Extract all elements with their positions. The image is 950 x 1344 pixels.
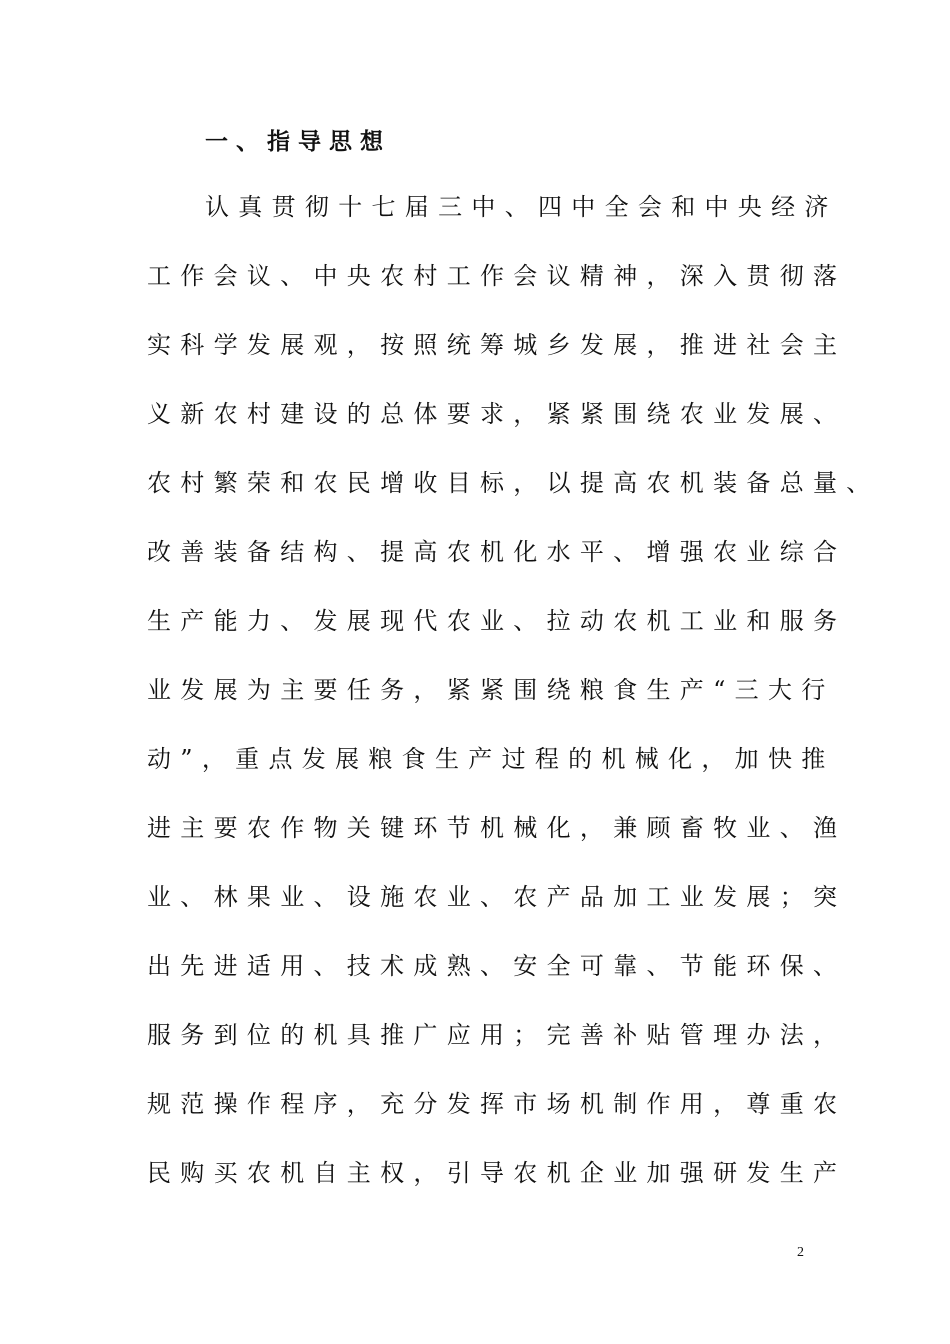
paragraph-line: 动”，重点发展粮食生产过程的机械化，加快推 — [147, 745, 835, 773]
paragraph-line: 进主要农作物关键环节机械化，兼顾畜牧业、渔 — [147, 814, 847, 842]
paragraph-line: 认真贯彻十七届三中、四中全会和中央经济 — [205, 193, 838, 221]
paragraph-line: 出先进适用、技术成熟、安全可靠、节能环保、 — [147, 952, 847, 980]
paragraph-line: 工作会议、中央农村工作会议精神，深入贯彻落 — [147, 262, 847, 290]
paragraph-line: 农村繁荣和农民增收目标，以提高农机装备总量、 — [147, 469, 880, 497]
page-number: 2 — [797, 1245, 804, 1260]
section-heading: 一、指导思想 — [205, 129, 391, 155]
paragraph-line: 服务到位的机具推广应用；完善补贴管理办法， — [147, 1021, 847, 1049]
paragraph-line: 业、林果业、设施农业、农产品加工业发展；突 — [147, 883, 847, 911]
paragraph-line: 民购买农机自主权，引导农机企业加强研发生产 — [147, 1159, 847, 1187]
paragraph-line: 业发展为主要任务，紧紧围绕粮食生产“三大行 — [147, 676, 835, 704]
paragraph-line: 生产能力、发展现代农业、拉动农机工业和服务 — [147, 607, 847, 635]
paragraph-line: 义新农村建设的总体要求，紧紧围绕农业发展、 — [147, 400, 847, 428]
paragraph-line: 改善装备结构、提高农机化水平、增强农业综合 — [147, 538, 847, 566]
paragraph-line: 规范操作程序，充分发挥市场机制作用，尊重农 — [147, 1090, 847, 1118]
paragraph-line: 实科学发展观，按照统筹城乡发展，推进社会主 — [147, 331, 847, 359]
